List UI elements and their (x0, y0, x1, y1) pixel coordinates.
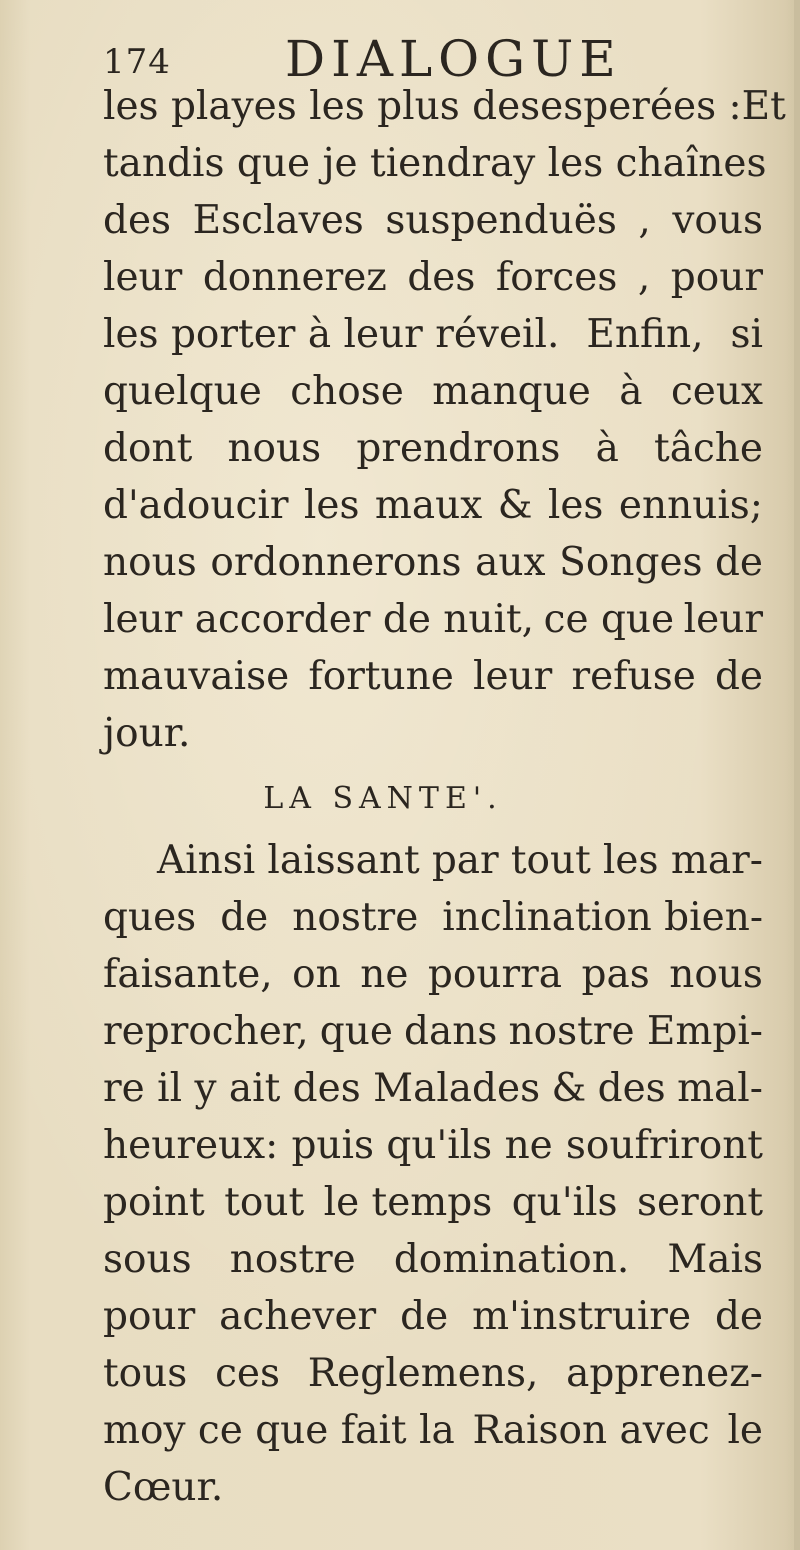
text-segment: que (319, 1009, 393, 1054)
text-segment: re il y ait des Malades (103, 1066, 541, 1111)
text-line (103, 648, 763, 705)
text-segment: ce que (543, 597, 675, 642)
text-segment: , (637, 255, 651, 300)
text-segment: vous (672, 198, 763, 243)
text-segment: ordonnerons (210, 540, 462, 585)
text-line (103, 477, 763, 534)
text-segment: nostre (229, 1237, 356, 1282)
text-segment: le (727, 1408, 763, 1453)
text-line (103, 832, 763, 889)
page-body (103, 78, 786, 1516)
text-segment: on (292, 952, 341, 997)
text-line (103, 946, 763, 1003)
text-segment: soufriront (565, 1123, 763, 1168)
text-segment: les (547, 483, 604, 528)
text-segment: nostre (292, 895, 419, 940)
text-line (103, 591, 763, 648)
text-line (103, 78, 786, 135)
text-line (103, 249, 763, 306)
text-line (103, 1060, 763, 1117)
text-segment: aux (475, 540, 546, 585)
text-segment: Mais (667, 1237, 763, 1282)
text-segment: Enfin, (586, 312, 704, 357)
text-segment: Cœur. (103, 1465, 224, 1510)
text-segment: Raison avec (472, 1408, 710, 1453)
text-segment: tout (224, 1180, 305, 1225)
text-segment: nostre Empi- (508, 1009, 763, 1054)
text-segment: point (103, 1180, 205, 1225)
text-segment: ne (360, 952, 409, 997)
text-segment: Esclaves (192, 198, 364, 243)
page-edge (794, 0, 800, 1550)
page-header (103, 30, 763, 88)
text-segment: faisante, (103, 952, 273, 997)
text-segment: à (619, 369, 643, 414)
text-line (103, 1174, 763, 1231)
text-segment: pourra (427, 952, 563, 997)
text-line (103, 1117, 763, 1174)
text-segment: & (497, 483, 533, 528)
text-segment: suspenduës (385, 198, 617, 243)
text-segment: ques (103, 895, 197, 940)
text-segment: tous (103, 1351, 188, 1396)
text-segment: le temps (323, 1180, 493, 1225)
text-segment: achever (219, 1294, 377, 1339)
text-segment: reprocher, (103, 1009, 309, 1054)
text-segment: leur (473, 654, 553, 699)
text-line (103, 1288, 763, 1345)
text-line (103, 1459, 763, 1516)
text-segment: laissant (267, 838, 420, 883)
text-segment: nous (669, 952, 763, 997)
text-segment: des (407, 255, 476, 300)
text-segment: heureux: (103, 1123, 279, 1168)
speaker-label: LA SANTE'. (263, 781, 503, 816)
text-line (103, 889, 763, 946)
text-line (103, 1231, 763, 1288)
text-segment: Songes de (559, 540, 763, 585)
text-segment: inclination bien- (442, 895, 763, 940)
text-segment: donnerez (202, 255, 387, 300)
text-segment: qu'ils (511, 1180, 618, 1225)
text-segment: les mar- (602, 838, 763, 883)
text-segment: tandis que je tiendray les chaînes (103, 141, 767, 186)
text-segment: ennuis; (618, 483, 763, 528)
text-segment: pour (103, 1294, 196, 1339)
page-number: 174 (103, 42, 171, 82)
text-segment: leur accorder de nuit, (103, 597, 535, 642)
text-line (103, 306, 763, 363)
text-segment: ces (215, 1351, 281, 1396)
text-segment: si (730, 312, 763, 357)
text-segment: de (400, 1294, 449, 1339)
text-segment: jour. (103, 711, 191, 756)
running-title: DIALOGUE (285, 30, 622, 88)
text-segment: les playes les plus desesperées : (103, 84, 742, 129)
text-line (103, 420, 763, 477)
text-segment: ceux (670, 369, 763, 414)
text-segment: maux (374, 483, 483, 528)
text-segment: nous (103, 540, 197, 585)
text-segment: quelque (103, 369, 262, 414)
text-segment: manque (432, 369, 591, 414)
text-segment: par (431, 838, 499, 883)
text-segment: nous (227, 426, 322, 471)
text-segment: apprenez- (566, 1351, 763, 1396)
paragraph-1 (103, 78, 786, 762)
text-segment: moy ce que fait la (103, 1408, 455, 1453)
text-segment: , (638, 198, 651, 243)
text-segment: les porter à leur réveil. (103, 312, 560, 357)
text-segment: des (597, 1066, 666, 1111)
text-segment: à (595, 426, 619, 471)
text-segment: fortune (308, 654, 454, 699)
text-segment: dans (404, 1009, 498, 1054)
text-segment: pas (581, 952, 650, 997)
text-line (103, 192, 763, 249)
text-segment: dont (103, 426, 193, 471)
text-line (103, 705, 763, 762)
text-line (103, 534, 763, 591)
text-line (103, 1402, 763, 1459)
text-segment: d'adoucir (103, 483, 289, 528)
text-segment: de (220, 895, 269, 940)
text-segment: refuse (571, 654, 696, 699)
text-segment: puis qu'ils ne (291, 1123, 553, 1168)
text-segment: tâche (654, 426, 763, 471)
paragraph-2 (103, 832, 763, 1516)
text-segment: tout (510, 838, 591, 883)
text-segment: leur (683, 597, 763, 642)
text-segment: mal- (677, 1066, 763, 1111)
text-segment: de (714, 654, 763, 699)
text-segment: domination. (393, 1237, 630, 1282)
text-segment: Et (741, 84, 786, 129)
text-line (103, 1003, 763, 1060)
text-segment: des (103, 198, 172, 243)
text-segment: pour (670, 255, 763, 300)
text-segment: Ainsi (157, 838, 256, 883)
text-segment: sous (103, 1237, 192, 1282)
text-line (103, 135, 767, 192)
text-segment: forces (495, 255, 618, 300)
text-line (103, 1345, 763, 1402)
text-segment: prendrons (356, 426, 561, 471)
text-segment: leur (103, 255, 183, 300)
text-segment: m'instruire (472, 1294, 692, 1339)
text-segment: chose (290, 369, 404, 414)
text-segment: mauvaise (103, 654, 290, 699)
text-line (103, 363, 763, 420)
text-segment: Reglemens, (307, 1351, 539, 1396)
text-segment: les (303, 483, 360, 528)
text-segment: & (551, 1066, 587, 1111)
text-segment: de (714, 1294, 763, 1339)
text-segment: seront (636, 1180, 763, 1225)
